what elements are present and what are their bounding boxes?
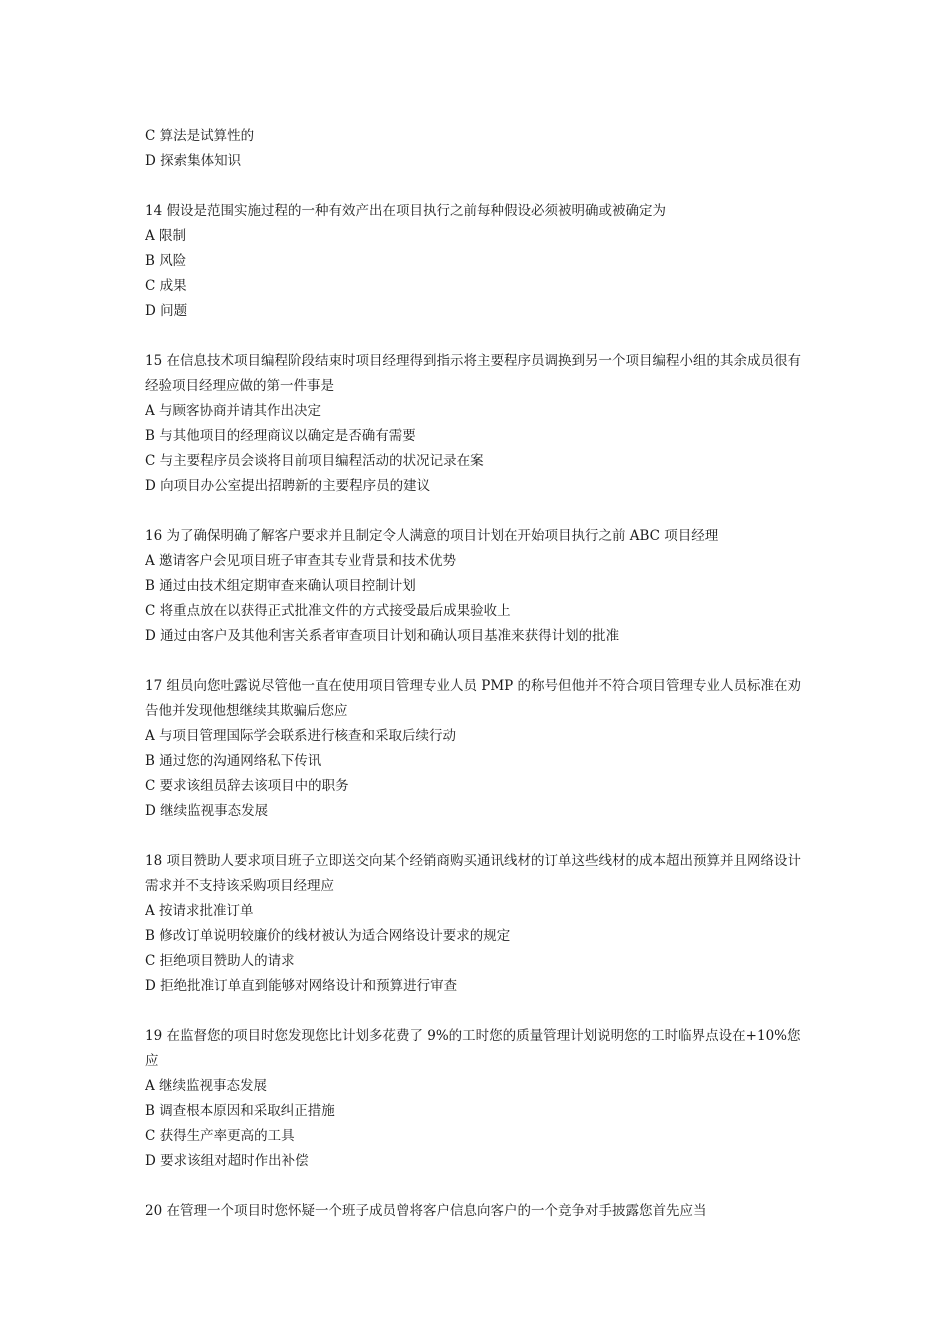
question-18 bbox=[145, 849, 810, 999]
option-d: D 向项目办公室提出招聘新的主要程序员的建议 bbox=[145, 478, 431, 494]
option-c: C 要求该组员辞去该项目中的职务 bbox=[145, 778, 349, 794]
option: D 探索集体知识 bbox=[145, 153, 242, 169]
question-20 bbox=[145, 1199, 810, 1224]
question-16 bbox=[145, 524, 810, 649]
question-stem: 17 组员向您吐露说尽管他一直在使用项目管理专业人员 PMP 的称号但他并不符合项目管理专业人员标准在劝告他并发现他想继续其欺骗后您应 bbox=[145, 678, 802, 719]
option-d: D 继续监视事态发展 bbox=[145, 803, 269, 819]
question-14 bbox=[145, 199, 810, 324]
option-c: C 获得生产率更高的工具 bbox=[145, 1128, 295, 1144]
prev-question-options bbox=[145, 124, 810, 174]
question-stem: 14 假设是范围实施过程的一种有效产出在项目执行之前每种假设必须被明确或被确定为 bbox=[145, 203, 666, 219]
option-b: B 调查根本原因和采取纠正措施 bbox=[145, 1103, 335, 1119]
option-a: A 继续监视事态发展 bbox=[145, 1078, 268, 1094]
question-stem: 18 项目赞助人要求项目班子立即送交向某个经销商购买通讯线材的订单这些线材的成本超出预算并且网络设计需求并不支持该采购项目经理应 bbox=[145, 853, 801, 894]
document-page bbox=[145, 124, 810, 1224]
option-b: B 风险 bbox=[145, 253, 187, 269]
option-b: B 通过由技术组定期审查来确认项目控制计划 bbox=[145, 578, 416, 594]
option-c: C 与主要程序员会谈将目前项目编程活动的状况记录在案 bbox=[145, 453, 484, 469]
option-c: C 将重点放在以获得正式批准文件的方式接受最后成果验收上 bbox=[145, 603, 511, 619]
option-c: C 拒绝项目赞助人的请求 bbox=[145, 953, 295, 969]
option-b: B 与其他项目的经理商议以确定是否确有需要 bbox=[145, 428, 416, 444]
option: C 算法是试算性的 bbox=[145, 128, 255, 144]
option-a: A 与顾客协商并请其作出决定 bbox=[145, 403, 322, 419]
question-stem: 15 在信息技术项目编程阶段结束时项目经理得到指示将主要程序员调换到另一个项目编程小组的其余成员很有经验项目经理应做的第一件事是 bbox=[145, 353, 801, 394]
option-a: A 限制 bbox=[145, 228, 187, 244]
question-15 bbox=[145, 349, 810, 499]
option-a: A 与项目管理国际学会联系进行核查和采取后续行动 bbox=[145, 728, 457, 744]
question-stem: 16 为了确保明确了解客户要求并且制定令人满意的项目计划在开始项目执行之前 ABC 项目经理 bbox=[145, 528, 719, 544]
question-19 bbox=[145, 1024, 810, 1174]
option-a: A 邀请客户会见项目班子审查其专业背景和技术优势 bbox=[145, 553, 457, 569]
option-d: D 拒绝批准订单直到能够对网络设计和预算进行审查 bbox=[145, 978, 458, 994]
option-d: D 通过由客户及其他利害关系者审查项目计划和确认项目基准来获得计划的批准 bbox=[145, 628, 620, 644]
option-b: B 修改订单说明较廉价的线材被认为适合网络设计要求的规定 bbox=[145, 928, 511, 944]
option-a: A 按请求批准订单 bbox=[145, 903, 254, 919]
option-d: D 问题 bbox=[145, 303, 188, 319]
question-17 bbox=[145, 674, 810, 824]
question-stem: 19 在监督您的项目时您发现您比计划多花费了 9%的工时您的质量管理计划说明您的工时临界点设在+10%您应 bbox=[145, 1028, 801, 1069]
option-b: B 通过您的沟通网络私下传讯 bbox=[145, 753, 322, 769]
option-d: D 要求该组对超时作出补偿 bbox=[145, 1153, 309, 1169]
question-stem: 20 在管理一个项目时您怀疑一个班子成员曾将客户信息向客户的一个竞争对手披露您首先应当 bbox=[145, 1203, 707, 1219]
option-c: C 成果 bbox=[145, 278, 187, 294]
